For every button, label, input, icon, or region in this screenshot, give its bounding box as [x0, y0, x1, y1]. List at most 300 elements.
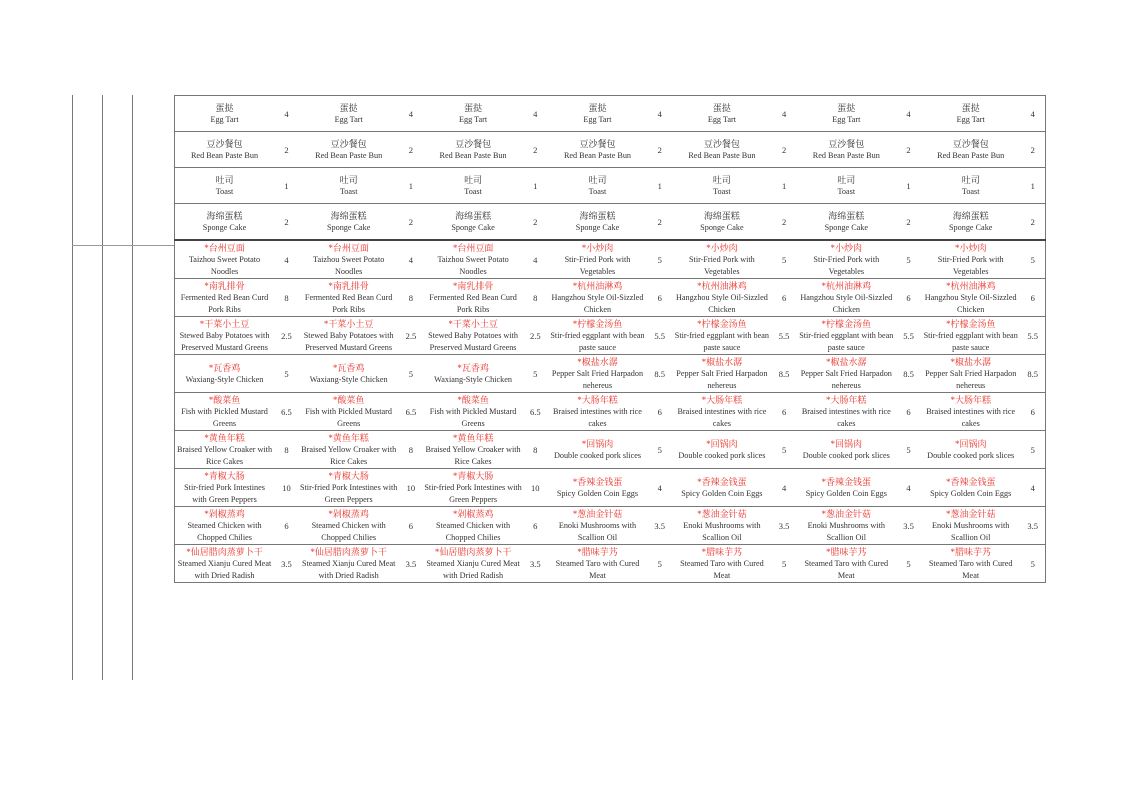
dish-name-chinese: *干菜小土豆	[199, 318, 250, 329]
dish-name-english: Steamed Taro with Cured Meat	[555, 558, 640, 580]
menu-row	[175, 393, 1046, 431]
menu-dish-cell	[299, 317, 399, 355]
menu-dish-cell	[175, 545, 275, 583]
dish-name-chinese: 蛋挞	[464, 102, 483, 113]
dish-name-english: Hangzhou Style Oil-Sizzled Chicken	[675, 292, 768, 314]
menu-dish-cell	[423, 431, 523, 469]
dish-price: 5.5	[772, 317, 797, 355]
dish-price: 2	[523, 204, 548, 241]
dish-name-english: Waxiang-Style Chicken	[185, 374, 264, 384]
dish-price: 4	[896, 96, 921, 132]
dish-price: 3.5	[1020, 507, 1045, 545]
menu-dish-cell	[548, 132, 648, 168]
menu-dish-cell	[175, 393, 275, 431]
dish-price: 1	[896, 168, 921, 204]
dish-name-chinese: *大肠年糕	[826, 394, 867, 405]
dish-name-english: Spicy Golden Coin Eggs	[805, 488, 887, 498]
dish-name-chinese: 海绵蛋糕	[952, 210, 989, 221]
dish-price: 4	[398, 96, 423, 132]
menu-row	[175, 279, 1046, 317]
dish-name-english: Hangzhou Style Oil-Sizzled Chicken	[800, 292, 893, 314]
dish-name-english: Egg Tart	[334, 114, 363, 124]
dish-price: 5	[1020, 431, 1045, 469]
menu-dish-cell	[797, 469, 897, 507]
menu-dish-cell	[921, 469, 1021, 507]
dish-name-english: Stir-fried eggplant with bean paste sauce	[674, 330, 769, 352]
dish-price: 3.5	[647, 507, 672, 545]
dish-name-chinese: *柠檬金汤鱼	[945, 318, 996, 329]
menu-dish-cell	[299, 240, 399, 279]
dish-name-english: Taizhou Sweet Potato Noodles	[313, 254, 385, 276]
menu-dish-cell	[797, 132, 897, 168]
dish-price: 5	[647, 545, 672, 583]
menu-dish-cell	[548, 393, 648, 431]
menu-dish-cell	[423, 317, 523, 355]
dish-name-english: Enoki Mushrooms with Scallion Oil	[558, 520, 637, 542]
dish-price: 5.5	[647, 317, 672, 355]
dish-name-english: Pepper Salt Fried Harpadon nehereus	[925, 368, 1017, 390]
dish-name-english: Waxiang-Style Chicken	[309, 374, 388, 384]
dish-name-chinese: *腊味芋艿	[950, 546, 991, 557]
dish-name-english: Steamed Taro with Cured Meat	[680, 558, 764, 580]
menu-row	[175, 469, 1046, 507]
dish-price: 1	[274, 168, 299, 204]
dish-name-english: Toast	[464, 186, 482, 196]
dish-name-english: Toast	[961, 186, 980, 196]
dish-name-chinese: 吐司	[961, 174, 980, 185]
dish-price: 2	[647, 204, 672, 241]
menu-dish-cell	[921, 204, 1021, 241]
dish-name-chinese: *南乳排骨	[204, 280, 245, 291]
menu-dish-cell	[423, 240, 523, 279]
menu-dish-cell	[175, 240, 275, 279]
menu-dish-cell	[299, 355, 399, 393]
dish-name-chinese: *剁椒蒸鸡	[328, 508, 369, 519]
menu-dish-cell	[921, 431, 1021, 469]
dish-name-english: Sponge Cake	[700, 222, 744, 232]
dish-price: 8	[523, 431, 548, 469]
dish-name-english: Braised intestines with rice cakes	[677, 406, 767, 428]
dish-name-english: Enoki Mushrooms with Scallion Oil	[807, 520, 885, 542]
margin-rule-3	[132, 95, 133, 680]
dish-name-chinese: 海绵蛋糕	[579, 210, 616, 221]
dish-name-english: Fish with Pickled Mustard Greens	[305, 406, 392, 428]
dish-name-english: Braised Yellow Croaker with Rice Cakes	[425, 444, 521, 466]
dish-price: 5.5	[1020, 317, 1045, 355]
dish-name-chinese: *仙居腊肉蒸萝卜干	[310, 546, 387, 557]
dish-name-chinese: *杭州油淋鸡	[821, 280, 872, 291]
dish-name-english: Egg Tart	[707, 114, 736, 124]
menu-dish-cell	[797, 507, 897, 545]
dish-price: 4	[1020, 469, 1045, 507]
dish-name-chinese: 豆沙餐包	[206, 138, 243, 149]
dish-price: 6	[1020, 279, 1045, 317]
dish-name-chinese: 海绵蛋糕	[330, 210, 367, 221]
dish-price: 10	[274, 469, 299, 507]
dish-price: 4	[523, 96, 548, 132]
dish-price: 2	[1020, 204, 1045, 241]
dish-name-english: Braised intestines with rice cakes	[553, 406, 642, 428]
dish-name-english: Egg Tart	[459, 114, 488, 124]
dish-name-chinese: *仙居腊肉蒸萝卜干	[186, 546, 263, 557]
dish-price: 6	[772, 279, 797, 317]
menu-dish-cell	[672, 545, 772, 583]
dish-name-chinese: 吐司	[339, 174, 358, 185]
menu-dish-cell	[797, 96, 897, 132]
dish-name-english: Spicy Golden Coin Eggs	[556, 488, 639, 498]
dish-name-chinese: *柠檬金汤鱼	[821, 318, 872, 329]
menu-dish-cell	[175, 355, 275, 393]
menu-dish-cell	[672, 132, 772, 168]
dish-name-chinese: *腊味芋艿	[577, 546, 618, 557]
menu-dish-cell	[672, 507, 772, 545]
dish-name-chinese: *葱油金针菇	[572, 508, 623, 519]
dish-price: 1	[772, 168, 797, 204]
dish-name-english: Hangzhou Style Oil-Sizzled Chicken	[924, 292, 1017, 314]
dish-price: 6	[1020, 393, 1045, 431]
dish-name-chinese: 吐司	[712, 174, 731, 185]
dish-name-chinese: 蛋挞	[837, 102, 856, 113]
dish-name-chinese: *葱油金针菇	[945, 508, 996, 519]
dish-price: 4	[647, 469, 672, 507]
dish-name-chinese: *大肠年糕	[577, 394, 618, 405]
dish-price: 2	[523, 132, 548, 168]
menu-dish-cell	[548, 240, 648, 279]
menu-dish-cell	[548, 204, 648, 241]
menu-row	[175, 431, 1046, 469]
menu-dish-cell	[423, 355, 523, 393]
dish-price: 2	[896, 204, 921, 241]
dish-price: 5	[896, 431, 921, 469]
menu-dish-cell	[797, 393, 897, 431]
dish-name-chinese: *酸菜鱼	[457, 394, 489, 405]
dish-price: 6	[647, 393, 672, 431]
menu-dish-cell	[175, 204, 275, 241]
dish-price: 6.5	[398, 393, 423, 431]
dish-name-english: Fermented Red Bean Curd Pork Ribs	[180, 292, 269, 314]
dish-name-chinese: 蛋挞	[712, 102, 731, 113]
dish-price: 4	[274, 240, 299, 279]
dish-name-english: Stir-fried eggplant with bean paste sauce	[923, 330, 1018, 352]
dish-name-chinese: *青椒大肠	[328, 470, 369, 481]
dish-price: 2	[772, 132, 797, 168]
dish-name-english: Spicy Golden Coin Eggs	[681, 488, 763, 498]
dish-name-chinese: *台州豆面	[452, 242, 494, 253]
dish-name-english: Enoki Mushrooms with Scallion Oil	[683, 520, 761, 542]
dish-name-english: Pepper Salt Fried Harpadon nehereus	[551, 368, 644, 390]
dish-name-english: Red Bean Paste Bun	[812, 150, 880, 160]
dish-price: 8.5	[647, 355, 672, 393]
dish-name-english: Steamed Taro with Cured Meat	[928, 558, 1013, 580]
dish-price: 8	[398, 279, 423, 317]
menu-dish-cell	[672, 355, 772, 393]
dish-price: 6	[896, 279, 921, 317]
dish-name-english: Egg Tart	[832, 114, 861, 124]
menu-dish-cell	[921, 355, 1021, 393]
dish-name-chinese: 豆沙餐包	[952, 138, 989, 149]
dish-price: 4	[1020, 96, 1045, 132]
dish-name-english: Toast	[837, 186, 856, 196]
dish-name-english: Double cooked pork slices	[678, 450, 766, 460]
dish-name-chinese: *椒盐水潺	[950, 356, 991, 367]
menu-dish-cell	[797, 168, 897, 204]
dish-name-english: Steamed Xianju Cured Meat with Dried Radish	[301, 558, 396, 580]
menu-dish-cell	[797, 317, 897, 355]
menu-dish-cell	[423, 507, 523, 545]
dish-price: 6	[896, 393, 921, 431]
dish-price: 4	[647, 96, 672, 132]
dish-name-chinese: *大肠年糕	[701, 394, 743, 405]
menu-dish-cell	[921, 168, 1021, 204]
dish-name-chinese: 海绵蛋糕	[455, 210, 492, 221]
dish-name-chinese: *干菜小土豆	[448, 318, 498, 329]
dish-name-english: Stir-fried Pork Intestines with Green Peppers	[184, 482, 265, 504]
dish-name-english: Steamed Taro with Cured Meat	[804, 558, 889, 580]
dish-price: 1	[398, 168, 423, 204]
dish-price: 2	[647, 132, 672, 168]
dish-name-chinese: 豆沙餐包	[703, 138, 740, 149]
dish-name-chinese: *回锅肉	[954, 438, 987, 449]
menu-row	[175, 240, 1046, 279]
dish-name-chinese: *香辣金钱蛋	[945, 476, 996, 487]
dish-name-chinese: *杭州油淋鸡	[945, 280, 996, 291]
dish-price: 6.5	[274, 393, 299, 431]
menu-dish-cell	[548, 317, 648, 355]
dish-name-english: Waxiang-Style Chicken	[434, 374, 512, 384]
dish-name-chinese: 蛋挞	[961, 102, 980, 113]
dish-name-english: Egg Tart	[583, 114, 612, 124]
menu-dish-cell	[423, 279, 523, 317]
dish-name-english: Steamed Chicken with Chopped Chilies	[187, 520, 262, 542]
dish-price: 5	[398, 355, 423, 393]
dish-price: 5	[274, 355, 299, 393]
dish-price: 5	[772, 431, 797, 469]
dish-price: 5	[772, 240, 797, 279]
dish-price: 4	[772, 96, 797, 132]
left-margin-rules	[72, 95, 174, 680]
dish-name-english: Fish with Pickled Mustard Greens	[181, 406, 268, 428]
dish-name-english: Steamed Xianju Cured Meat with Dried Radish	[177, 558, 272, 580]
menu-body	[175, 96, 1046, 583]
dish-price: 1	[647, 168, 672, 204]
menu-dish-cell	[548, 279, 648, 317]
dish-price: 6.5	[523, 393, 548, 431]
dish-price: 8	[398, 431, 423, 469]
dish-name-english: Red Bean Paste Bun	[315, 150, 383, 160]
dish-name-chinese: *回锅肉	[581, 438, 614, 449]
menu-dish-cell	[672, 240, 772, 279]
dish-name-chinese: *瓦香鸡	[208, 362, 241, 373]
menu-dish-cell	[423, 168, 523, 204]
dish-name-english: Stir-fried Pork Intestines with Green Peppers	[424, 482, 522, 504]
dish-name-chinese: *青椒大肠	[452, 470, 494, 481]
dish-name-english: Steamed Chicken with Chopped Chilies	[436, 520, 511, 542]
dish-name-english: Enoki Mushrooms with Scallion Oil	[932, 520, 1010, 542]
menu-dish-cell	[175, 469, 275, 507]
dish-name-chinese: *仙居腊肉蒸萝卜干	[434, 546, 512, 557]
menu-dish-cell	[672, 96, 772, 132]
dish-price: 8.5	[772, 355, 797, 393]
dish-name-chinese: *香辣金钱蛋	[821, 476, 872, 487]
dish-name-chinese: *南乳排骨	[452, 280, 494, 291]
dish-price: 8.5	[896, 355, 921, 393]
menu-dish-cell	[921, 240, 1021, 279]
dish-name-chinese: *椒盐水潺	[577, 356, 618, 367]
dish-name-english: Sponge Cake	[948, 222, 993, 232]
dish-name-english: Steamed Chicken with Chopped Chilies	[311, 520, 386, 542]
dish-name-english: Stewed Baby Potatoes with Preserved Mustard Greens	[428, 330, 518, 352]
dish-price: 5	[1020, 240, 1045, 279]
dish-name-chinese: *腊味芋艿	[701, 546, 743, 557]
dish-name-english: Red Bean Paste Bun	[688, 150, 756, 160]
menu-dish-cell	[299, 96, 399, 132]
dish-name-english: Egg Tart	[956, 114, 985, 124]
dish-name-chinese: *香辣金钱蛋	[572, 476, 623, 487]
dish-name-chinese: *香辣金钱蛋	[697, 476, 747, 487]
menu-dish-cell	[672, 469, 772, 507]
menu-dish-cell	[299, 204, 399, 241]
menu-row	[175, 132, 1046, 168]
margin-rule-2	[102, 95, 103, 680]
dish-name-chinese: *黄鱼年糕	[204, 432, 245, 443]
dish-name-chinese: *小炒肉	[581, 242, 614, 253]
menu-dish-cell	[175, 507, 275, 545]
dish-name-english: Toast	[339, 186, 358, 196]
dish-name-english: Toast	[713, 186, 731, 196]
dish-price: 5	[896, 240, 921, 279]
dish-name-chinese: *酸菜鱼	[332, 394, 365, 405]
dish-name-english: Red Bean Paste Bun	[439, 150, 507, 160]
menu-dish-cell	[175, 96, 275, 132]
menu-dish-cell	[548, 545, 648, 583]
dish-name-english: Sponge Cake	[575, 222, 620, 232]
dish-price: 5	[1020, 545, 1045, 583]
dish-price: 4	[398, 240, 423, 279]
dish-price: 4	[772, 469, 797, 507]
dish-name-english: Braised intestines with rice cakes	[801, 406, 891, 428]
dish-name-chinese: 蛋挞	[339, 102, 358, 113]
dish-price: 6	[398, 507, 423, 545]
dish-name-chinese: 豆沙餐包	[828, 138, 865, 149]
menu-dish-cell	[299, 168, 399, 204]
dish-name-chinese: 吐司	[837, 174, 856, 185]
dish-name-english: Fermented Red Bean Curd Pork Ribs	[304, 292, 393, 314]
dish-price: 8	[523, 279, 548, 317]
menu-row	[175, 168, 1046, 204]
dish-price: 3.5	[398, 545, 423, 583]
menu-row	[175, 507, 1046, 545]
dish-name-english: Hangzhou Style Oil-Sizzled Chicken	[551, 292, 644, 314]
menu-dish-cell	[175, 132, 275, 168]
dish-price: 1	[523, 168, 548, 204]
menu-dish-cell	[921, 317, 1021, 355]
menu-dish-cell	[797, 431, 897, 469]
dish-name-english: Double cooked pork slices	[927, 450, 1015, 460]
dish-name-english: Double cooked pork slices	[553, 450, 642, 460]
dish-name-chinese: *柠檬金汤鱼	[697, 318, 747, 329]
dish-price: 10	[398, 469, 423, 507]
dish-name-english: Fermented Red Bean Curd Pork Ribs	[429, 292, 517, 314]
dish-name-chinese: *柠檬金汤鱼	[572, 318, 623, 329]
menu-dish-cell	[672, 431, 772, 469]
dish-name-english: Stir-fried eggplant with bean paste sauce	[550, 330, 645, 352]
menu-dish-cell	[423, 204, 523, 241]
menu-dish-cell	[797, 240, 897, 279]
dish-name-chinese: *小炒肉	[830, 242, 863, 253]
menu-dish-cell	[175, 431, 275, 469]
menu-dish-cell	[423, 393, 523, 431]
dish-price: 2	[274, 204, 299, 241]
dish-name-chinese: *台州豆面	[204, 242, 245, 253]
dish-name-english: Fish with Pickled Mustard Greens	[429, 406, 517, 428]
dish-name-english: Stewed Baby Potatoes with Preserved Mustard Greens	[303, 330, 394, 352]
menu-dish-cell	[299, 545, 399, 583]
dish-name-english: Braised intestines with rice cakes	[926, 406, 1016, 428]
menu-dish-cell	[423, 545, 523, 583]
menu-dish-cell	[423, 132, 523, 168]
menu-dish-cell	[797, 279, 897, 317]
dish-name-english: Egg Tart	[210, 114, 239, 124]
dish-price: 6	[274, 507, 299, 545]
dish-name-chinese: *黄鱼年糕	[328, 432, 369, 443]
dish-name-chinese: 豆沙餐包	[330, 138, 367, 149]
dish-price: 8.5	[1020, 355, 1045, 393]
menu-dish-cell	[175, 168, 275, 204]
dish-name-english: Red Bean Paste Bun	[937, 150, 1005, 160]
dish-name-chinese: *杭州油淋鸡	[697, 280, 747, 291]
dish-name-chinese: *瓦香鸡	[457, 362, 489, 373]
menu-dish-cell	[797, 545, 897, 583]
dish-price: 5	[523, 355, 548, 393]
menu-dish-cell	[299, 279, 399, 317]
dish-name-chinese: *腊味芋艿	[826, 546, 867, 557]
dish-price: 3.5	[896, 507, 921, 545]
menu-dish-cell	[548, 469, 648, 507]
dish-price: 3.5	[274, 545, 299, 583]
menu-dish-cell	[175, 317, 275, 355]
dish-price: 3.5	[772, 507, 797, 545]
dish-name-english: Sponge Cake	[451, 222, 495, 232]
dish-name-chinese: *黄鱼年糕	[452, 432, 494, 443]
menu-dish-cell	[797, 355, 897, 393]
dish-price: 2	[398, 132, 423, 168]
dish-name-english: Red Bean Paste Bun	[563, 150, 632, 160]
dish-price: 3.5	[523, 545, 548, 583]
dish-name-chinese: *台州豆面	[328, 242, 369, 253]
menu-dish-cell	[921, 279, 1021, 317]
menu-dish-cell	[672, 168, 772, 204]
margin-section-rule	[72, 245, 174, 246]
menu-dish-cell	[299, 431, 399, 469]
dish-name-english: Toast	[588, 186, 607, 196]
dish-price: 2	[398, 204, 423, 241]
dish-name-english: Double cooked pork slices	[802, 450, 890, 460]
dish-name-chinese: *大肠年糕	[950, 394, 991, 405]
dish-name-chinese: *酸菜鱼	[208, 394, 241, 405]
dish-price: 5.5	[896, 317, 921, 355]
dish-price: 8	[274, 431, 299, 469]
dish-price: 6	[772, 393, 797, 431]
dish-name-english: Taizhou Sweet Potato Noodles	[188, 254, 261, 276]
dish-name-chinese: *椒盐水潺	[701, 356, 743, 367]
margin-rule-1	[72, 95, 73, 680]
menu-dish-cell	[299, 507, 399, 545]
dish-name-chinese: 海绵蛋糕	[828, 210, 865, 221]
dish-name-chinese: 豆沙餐包	[579, 138, 616, 149]
menu-row	[175, 204, 1046, 241]
dish-price: 10	[523, 469, 548, 507]
menu-dish-cell	[921, 132, 1021, 168]
